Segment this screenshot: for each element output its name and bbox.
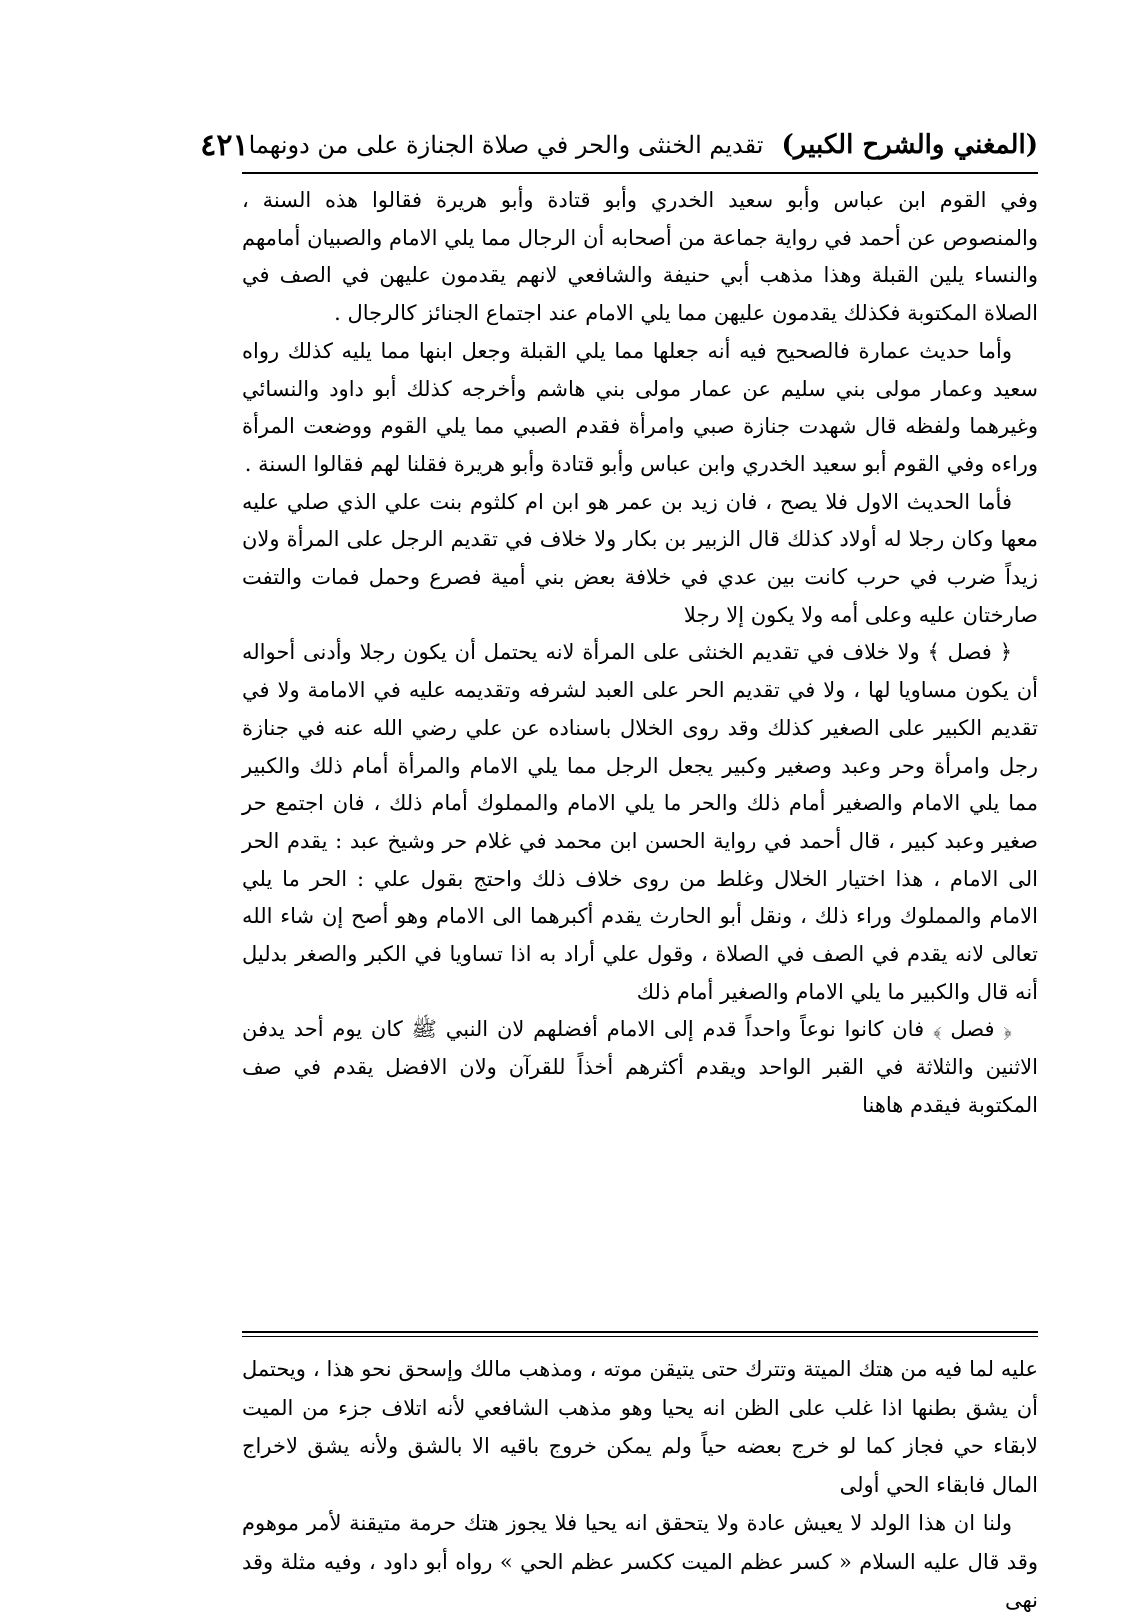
footnote-paragraph: ولنا ان هذا الولد لا يعيش عادة ولا يتحقق انه يحيا فلا يجوز هتك حرمة متيقنة لأمر موهوم وقد قال عليه السلام « كسر عظم الميت ككسر عظم الحي » رواه أبو داود ، وفيه مثلة وقد نهى (242, 1511, 1038, 1612)
footnote-divider-thin (242, 1336, 1038, 1337)
footnotes (242, 1350, 1038, 1620)
footnote-divider (242, 1331, 1038, 1333)
page-header (200, 118, 1038, 174)
book-title: (المغني والشرح الكبير) (781, 130, 1038, 160)
main-paragraph: وفي القوم ابن عباس وأبو سعيد الخدري وأبو قتادة وأبو هريرة فقالوا هذه السنة ، والمنصوص عن أحمد في رواية جماعة من أصحابه أن الرجال مما يلي الامام والصبيان أمامهم والنساء يلين القبلة وهذا مذهب أبي حنيفة والشافعي لانهم يقدمون عليهن في الصف في الصلاة المكتوبة فكذلك يقدمون عليهن مما يلي الامام عند اجتماع الجنائز كالرجال . (242, 188, 1038, 326)
footnote-paragraph: عليه لما فيه من هتك الميتة وتترك حتى يتيقن موته ، ومذهب مالك وإسحق نحو هذا ، ويحتمل أن يشق بطنها اذا غلب على الظن انه يحيا وهو مذهب الشافعي لأنه اتلاف جزء من الميت لابقاء حي فجاز كما لو خرج بعضه حياً ولم يمكن خروج باقيه الا بالشق ولأنه يشق لاخراج المال فابقاء الحي أولى (242, 1357, 1038, 1497)
main-paragraph: فأما الحديث الاول فلا يصح ، فان زيد بن عمر هو ابن ام كلثوم بنت علي الذي صلي عليه معها وكان رجلا له أولاد كذلك قال الزبير بن بكار ولا خلاف في تقديم الرجل على المرأة ولان زيداً ضرب في حرب كانت بين عدي في خلافة بعض بني أمية فصرع وحمل فمات والتفت صارختان عليه وعلى أمه ولا يكون إلا رجلا (242, 489, 1038, 627)
section-paragraph: ﴿ فصل ﴾ فان كانوا نوعاً واحداً قدم إلى الامام أفضلهم لان النبي ﷺ كان يوم أحد يدفن الاثنين والثلاثة في القبر الواحد ويقدم أكثرهم أخذاً للقرآن ولان الافضل يقدم في صف المكتوبة فيقدم هاهنا (242, 1017, 1038, 1117)
page-number: ٤٢١ (200, 127, 249, 163)
section-paragraph: ﴿ فصل ﴾ ولا خلاف في تقديم الخنثى على المرأة لانه يحتمل أن يكون رجلا وأدنى أحواله أن يكون مساويا لها ، ولا في تقديم الحر على العبد لشرفه وتقديمه عليه في الامامة ولا في تقديم الكبير على الصغير كذلك وقد روى الخلال باسناده عن علي رضي الله عنه في جنازة رجل وامرأة وحر وعبد وصغير وكبير يجعل الرجل مما يلي الامام والمرأة أمام ذلك والكبير مما يلي الامام والصغير أمام ذلك والحر ما يلي الامام والمملوك أمام ذلك ، فان اجتمع حر صغير وعبد كبير ، قال أحمد في رواية الحسن ابن محمد في غلام حر وشيخ عبد : يقدم الحر الى الامام ، هذا اختيار الخلال وغلط من روى خلاف ذلك واحتج بقول علي : الحر ما يلي الامام والمملوك وراء ذلك ، ونقل أبو الحارث يقدم أكبرهما الى الامام وهو أصح إن شاء الله تعالى لانه يقدم في الصف في الصلاة ، وقول علي أراد به اذا تساويا في الكبر والصغر بدليل أنه قال والكبير ما يلي الامام والصغير أمام ذلك (242, 640, 1038, 1004)
chapter-title: تقديم الخنثى والحر في صلاة الجنازة على من دونهما (248, 131, 764, 159)
book-page (200, 118, 1038, 1612)
main-text (242, 182, 1038, 1125)
main-paragraph: وأما حديث عمارة فالصحيح فيه أنه جعلها مما يلي القبلة وجعل ابنها مما يليه كذلك رواه سعيد وعمار مولى بني سليم عن عمار مولى بني هاشم وأخرجه كذلك أبو داود والنسائي وغيرهما ولفظه قال شهدت جنازة صبي وامرأة فقدم الصبي مما يلي القوم ووضعت المرأة وراءه وفي القوم أبو سعيد الخدري وابن عباس وأبو قتادة وأبو هريرة فقلنا لهم فقالوا السنة . (242, 338, 1038, 476)
